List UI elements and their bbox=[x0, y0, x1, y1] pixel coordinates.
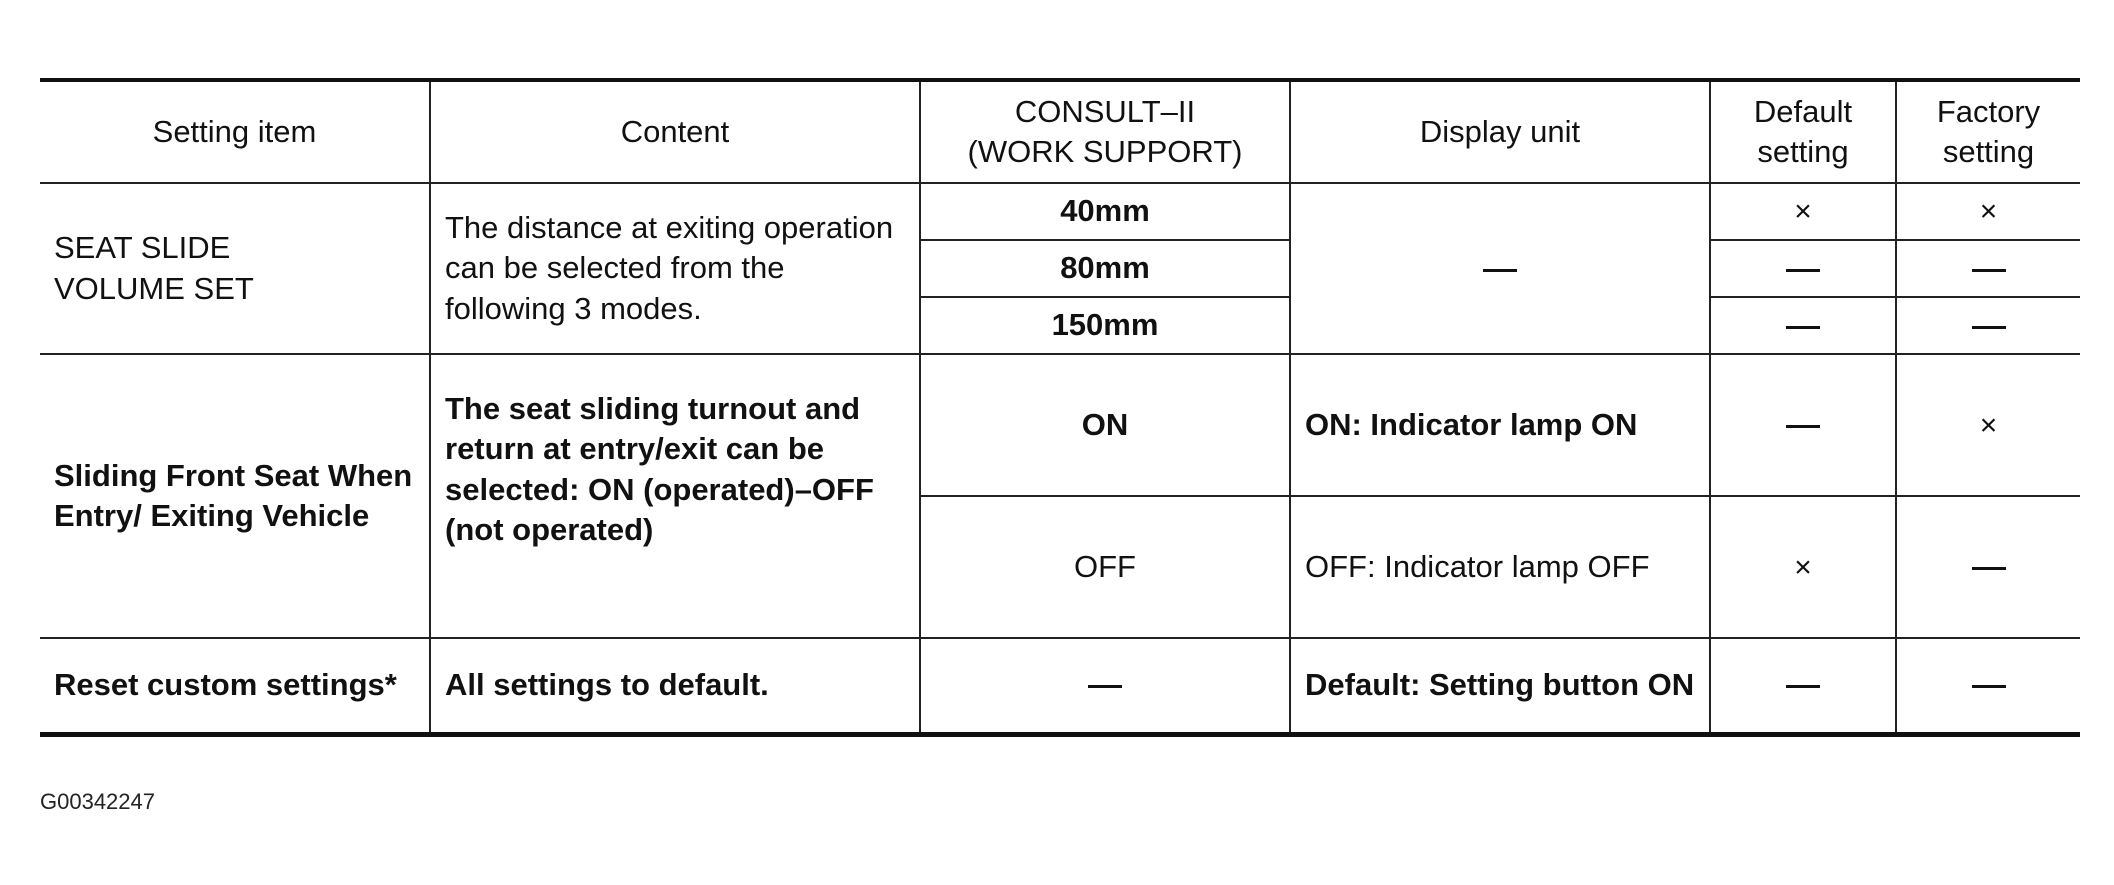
header-consult bbox=[920, 80, 1290, 183]
header-content: Content bbox=[430, 80, 920, 183]
sliding-front-default-off bbox=[1710, 496, 1896, 638]
sliding-front-consult-on: ON bbox=[920, 354, 1290, 496]
seat-slide-consult-80mm: 80mm bbox=[920, 240, 1290, 297]
header-factory-setting bbox=[1896, 80, 2080, 183]
dash-mark bbox=[1786, 685, 1820, 688]
dash-mark bbox=[1972, 326, 2006, 329]
dash-mark bbox=[1786, 425, 1820, 428]
sliding-front-display-off: OFF: Indicator lamp OFF bbox=[1290, 496, 1710, 638]
dash-mark bbox=[1972, 685, 2006, 688]
seat-slide-default-150mm bbox=[1710, 297, 1896, 354]
seat-slide-consult-40mm: 40mm bbox=[920, 183, 1290, 240]
figure-code: G00342247 bbox=[40, 789, 155, 814]
cross-mark: × bbox=[1794, 195, 1812, 229]
header-factory-line2: setting bbox=[1942, 134, 2035, 169]
header-factory-line1: Factory bbox=[1936, 93, 2041, 129]
header-display-unit: Display unit bbox=[1290, 80, 1710, 183]
dash-mark bbox=[1483, 269, 1517, 272]
table-row bbox=[40, 183, 2080, 240]
settings-table bbox=[40, 78, 2080, 737]
header-row bbox=[40, 80, 2080, 183]
dash-mark bbox=[1972, 567, 2006, 570]
table-header bbox=[40, 80, 2080, 183]
table-body bbox=[40, 183, 2080, 734]
seat-slide-consult-150mm: 150mm bbox=[920, 297, 1290, 354]
seat-slide-factory-40mm bbox=[1896, 183, 2080, 240]
header-consult-line2: (WORK SUPPORT) bbox=[967, 134, 1243, 169]
cross-mark: × bbox=[1794, 550, 1812, 584]
table-row bbox=[40, 638, 2080, 734]
seat-slide-display-unit bbox=[1290, 183, 1710, 354]
header-default-setting bbox=[1710, 80, 1896, 183]
cross-mark: × bbox=[1979, 408, 1998, 442]
header-setting-item: Setting item bbox=[40, 80, 430, 183]
sliding-front-consult-off: OFF bbox=[920, 496, 1290, 638]
sliding-front-factory-off bbox=[1896, 496, 2080, 638]
cross-mark: × bbox=[1979, 195, 1998, 229]
reset-content: All settings to default. bbox=[430, 638, 920, 734]
dash-mark bbox=[1786, 326, 1820, 329]
seat-slide-item-cell bbox=[40, 183, 430, 354]
seat-slide-default-40mm bbox=[1710, 183, 1896, 240]
dash-mark bbox=[1786, 269, 1820, 272]
sliding-front-display-on: ON: Indicator lamp ON bbox=[1290, 354, 1710, 496]
header-consult-line1: CONSULT–II bbox=[1014, 93, 1196, 129]
reset-default bbox=[1710, 638, 1896, 734]
seat-slide-item-line2: VOLUME SET bbox=[54, 270, 254, 306]
seat-slide-factory-80mm bbox=[1896, 240, 2080, 297]
sliding-front-default-on bbox=[1710, 354, 1896, 496]
seat-slide-item-line1: SEAT SLIDE bbox=[54, 230, 231, 266]
dash-mark bbox=[1972, 269, 2006, 272]
sliding-front-content: The seat sliding turnout and return at entry/exit can be selected: ON (operated)–OFF (not operated) bbox=[430, 354, 920, 638]
reset-factory bbox=[1896, 638, 2080, 734]
table-row bbox=[40, 354, 2080, 496]
reset-display-unit: Default: Setting button ON bbox=[1290, 638, 1710, 734]
reset-consult bbox=[920, 638, 1290, 734]
seat-slide-content: The distance at exiting operation can be selected from the following 3 modes. bbox=[430, 183, 920, 354]
header-default-line2: setting bbox=[1757, 134, 1849, 169]
sliding-front-factory-on bbox=[1896, 354, 2080, 496]
seat-slide-default-80mm bbox=[1710, 240, 1896, 297]
dash-mark bbox=[1088, 685, 1122, 688]
seat-slide-factory-150mm bbox=[1896, 297, 2080, 354]
reset-item: Reset custom settings* bbox=[40, 638, 430, 734]
sliding-front-item: Sliding Front Seat When Entry/ Exiting Vehicle bbox=[40, 354, 430, 638]
header-default-line1: Default bbox=[1753, 93, 1853, 129]
